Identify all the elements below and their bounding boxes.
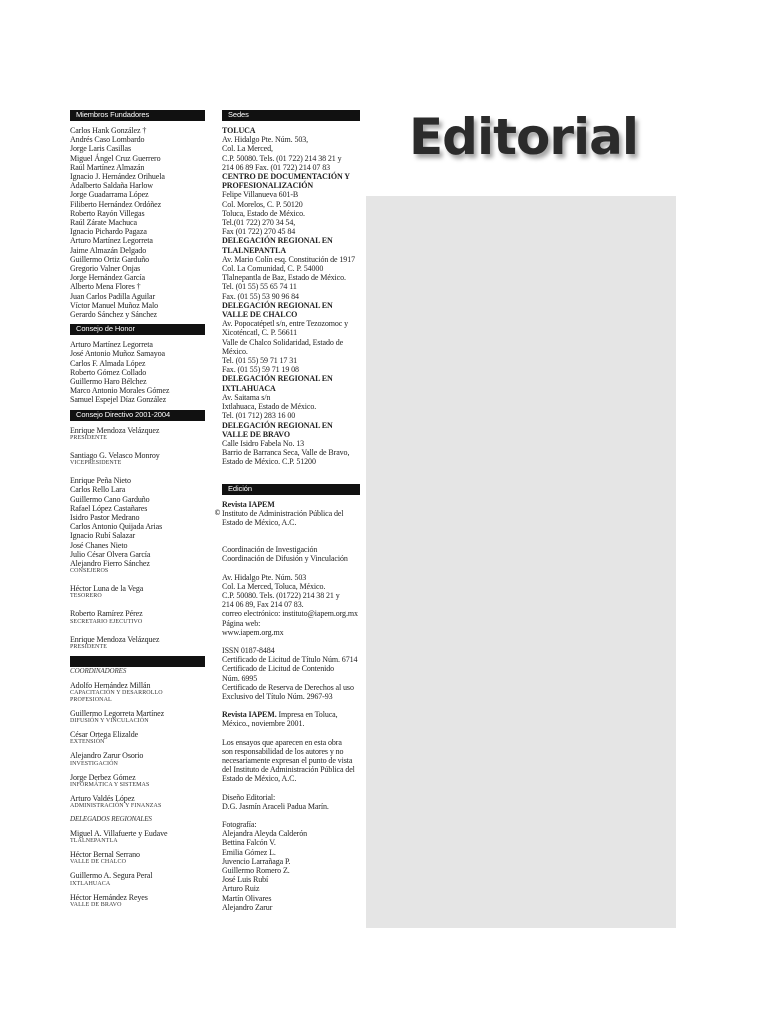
edicion-header: Edición: [222, 484, 360, 495]
consejo-honor-header: Consejo de Honor: [70, 324, 205, 335]
tesorero-name: Héctor Luna de la Vega: [70, 584, 144, 594]
list-item: Gregorio Valner Onjas: [70, 264, 141, 274]
middle-column: [214, 110, 360, 912]
sede-line: Av. Popocatépetl s/n, entre Tezozomoc y: [222, 319, 349, 329]
list-item: Ignacio Pichardo Pagaza: [70, 227, 147, 237]
impresa-rest: Impresa en Toluca,: [276, 710, 338, 720]
edicion-line: 214 06 89, Fax 214 07 83.: [222, 600, 304, 610]
fotografo: Juvencio Larrañaga P.: [222, 856, 291, 866]
edicion-line: Certificado de Licitud de Contenido: [222, 664, 335, 674]
sede-block: [222, 374, 360, 420]
delegado-role: IXTLAHUACA: [70, 880, 111, 887]
presidente-name: Enrique Mendoza Velázquez: [70, 425, 160, 435]
edicion-line: Exclusivo del Título Núm. 2967-93: [222, 691, 333, 701]
sede-line: Ixtlahuaca, Estado de México.: [222, 402, 317, 412]
sede-line: C.P. 50080. Tels. (01 722) 214 38 21 y: [222, 153, 342, 163]
coordinador-role: INFORMÁTICA Y SISTEMAS: [70, 781, 150, 788]
list-item: Carlos F. Almada López: [70, 358, 146, 368]
delegado-name: Héctor Hernández Reyes: [70, 892, 148, 902]
edicion-line: www.iapem.org.mx: [222, 627, 284, 637]
list-item: Alejandro Fierro Sánchez: [70, 558, 150, 568]
fotografo: Alejandra Aleyda Calderón: [222, 829, 308, 839]
secretario-name: Roberto Ramírez Pérez: [70, 609, 143, 619]
sede-line: Felipe Villanueva 601-B: [222, 190, 299, 200]
fotografo: Guillermo Romero Z.: [222, 866, 290, 876]
sede-title: VALLE DE CHALCO: [222, 310, 298, 320]
sede-title: PROFESIONALIZACIÓN: [222, 181, 314, 191]
edicion-line: Av. Hidalgo Pte. Núm. 503: [222, 572, 307, 582]
list-item: Ignacio J. Hernández Orihuela: [70, 172, 165, 182]
sede-title: VALLE DE BRAVO: [222, 429, 290, 439]
sede-line: Fax (01 722) 270 45 84: [222, 227, 296, 237]
list-item: Ignacio Rubí Salazar: [70, 531, 136, 541]
edicion-line: C.P. 50080. Tels. (01722) 214 38 21 y: [222, 590, 340, 600]
list-item: Miguel Ángel Cruz Guerrero: [70, 153, 161, 163]
delegado-name: Guillermo A. Segura Peral: [70, 871, 153, 881]
list-item: Enrique Peña Nieto: [70, 476, 131, 486]
list-item: Arturo Martínez Legorreta: [70, 236, 153, 246]
list-item: Jorge Guadarrama López: [70, 190, 149, 200]
edicion-line: Col. La Merced, Toluca, México.: [222, 581, 326, 591]
edicion-line: Coordinación de Difusión y Vinculación: [222, 554, 348, 564]
vicepresidente-name: Santiago G. Velasco Monroy: [70, 450, 160, 460]
edicion-line: Instituto de Administración Pública del: [222, 508, 344, 518]
edicion-line: son responsabilidad de los autores y no: [222, 746, 344, 756]
miembros-header: Miembros Fundadores: [70, 110, 205, 121]
list-item: Víctor Manuel Muñoz Malo: [70, 300, 159, 310]
edicion-line: correo electrónico: instituto@iapem.org.mx: [222, 609, 358, 619]
list-item: Guillermo Haro Bélchez: [70, 377, 147, 387]
coordinador-role: ADMINISTRACIÓN Y FINANZAS: [70, 802, 162, 809]
list-item: Roberto Gómez Collado: [70, 367, 147, 377]
sede-title: CENTRO DE DOCUMENTACIÓN Y: [222, 172, 350, 182]
sede-line: Toluca, Estado de México.: [222, 208, 305, 218]
sede-line: Tel. (01 55) 59 71 17 31: [222, 356, 298, 366]
delegado-role: VALLE DE CHALCO: [70, 859, 127, 866]
copyright-icon: ©: [214, 508, 221, 517]
sede-line: Av. Mario Colín esq. Constitución de 1917: [222, 254, 356, 264]
coordinador-role: INVESTIGACIÓN: [70, 760, 118, 767]
sede-line: Col. La Comunidad, C. P. 54000: [222, 264, 324, 274]
list-item: Arturo Martínez Legorreta: [70, 340, 153, 350]
sede-block: [222, 172, 360, 236]
list-item: Gerardo Sánchez y Sánchez: [70, 310, 158, 320]
coordinador-name: Alejandro Zarur Osorio: [70, 751, 144, 761]
coordinador-name: Guillermo Legorreta Martínez: [70, 708, 165, 718]
consejo-honor-list: [70, 340, 205, 404]
sede-block: [222, 126, 360, 172]
sede-line: Fax. (01 55) 59 71 19 08: [222, 365, 299, 375]
delegados-header: DELEGADOS REGIONALES: [70, 814, 152, 823]
list-item: Rafael López Castañares: [70, 503, 148, 513]
delegado-role: VALLE DE BRAVO: [70, 901, 122, 908]
edicion-line: Coordinación de Investigación: [222, 545, 318, 555]
list-item: Samuel Espejel Díaz González: [70, 395, 167, 405]
list-item: Carlos Antonio Quijada Arias: [70, 522, 163, 532]
sede-title: IXTLAHUACA: [222, 383, 276, 393]
coordinador-name: Arturo Valdés López: [70, 793, 135, 803]
list-item: Andrés Caso Lombardo: [70, 135, 145, 145]
list-item: Alberto Mena Flores †: [70, 282, 141, 292]
list-item: Jorge Laris Casillas: [70, 144, 131, 154]
list-item: Roberto Rayón Villegas: [70, 208, 145, 218]
fotografo: Martín Olivares: [222, 893, 272, 903]
presidente2-name: Enrique Mendoza Velázquez: [70, 634, 160, 644]
fotografo: Bettina Falcón V.: [222, 838, 276, 848]
coordinador-name: César Ortega Elizalde: [70, 730, 139, 740]
sede-line: 214 06 89 Fax. (01 722) 214 07 83: [222, 162, 331, 172]
sede-line: Av. Saitama s/n: [222, 392, 271, 402]
list-item: Julio César Olvera García: [70, 549, 151, 559]
list-item: Jorge Hernández García: [70, 273, 145, 283]
sede-line: Xicoténcatl, C. P. 56611: [222, 328, 298, 338]
list-item: Guillermo Cano Garduño: [70, 494, 150, 504]
edicion-line: necesariamente expresan el punto de vista: [222, 755, 353, 765]
edicion-line: Página web:: [222, 618, 261, 628]
vicepresidente-role: VICEPRESIDENTE: [70, 460, 122, 467]
edicion-line: Estado de México, A.C.: [222, 517, 297, 527]
edicion-line: México., noviembre 2001.: [222, 719, 305, 729]
list-item: Carlos Hank González †: [70, 126, 147, 135]
sede-block: [222, 421, 360, 467]
list-item: José Antonio Muñoz Samayoa: [70, 349, 165, 359]
divider-bar: [70, 656, 205, 667]
presidente2-role: PRESIDENTE: [70, 643, 107, 650]
sede-line: Col. Morelos, C. P. 50120: [222, 199, 303, 209]
delegado-role: TLALNEPANTLA: [70, 838, 118, 845]
sede-title: TLALNEPANTLA: [222, 245, 286, 255]
fotografo: Alejandro Zarur: [222, 902, 273, 912]
coordinadores-header: COORDINADORES: [70, 666, 127, 675]
sede-line: Calle Isidro Fabela No. 13: [222, 438, 305, 448]
sede-line: Col. La Merced,: [222, 144, 273, 154]
presidente-role: PRESIDENTE: [70, 434, 107, 441]
list-item: Jaime Almazán Delgado: [70, 245, 147, 255]
edicion-line: Certificado de Licitud de Título Núm. 6714: [222, 655, 358, 665]
sede-line: Tel. (01 55) 55 65 74 11: [222, 282, 297, 292]
sede-title: TOLUCA: [222, 126, 256, 135]
tesorero-role: TESORERO: [70, 593, 102, 600]
list-item: Marco Antonio Morales Gómez: [70, 386, 170, 396]
edicion-line: Núm. 6995: [222, 673, 258, 683]
sede-line: México.: [222, 346, 248, 356]
coordinador-name: Jorge Derbez Gómez: [70, 772, 136, 782]
edicion-line: D.G. Jasmín Araceli Padua Marín.: [222, 801, 329, 811]
list-item: Raúl Martínez Almazán: [70, 162, 145, 172]
list-item: Raúl Zárate Machuca: [70, 218, 137, 228]
sede-line: Valle de Chalco Solidaridad, Estado de: [222, 337, 344, 347]
edicion-line: ISSN 0187-8484: [222, 645, 275, 655]
list-item: Adalberto Saldaña Harlow: [70, 181, 153, 191]
delegado-name: Héctor Bernal Serrano: [70, 850, 140, 860]
editorial-title: Editorial: [409, 108, 639, 166]
sede-line: Tel.(01 722) 270 34 54,: [222, 218, 296, 228]
list-item: Filiberto Hernández Ordóñez: [70, 199, 162, 209]
list-item: Juan Carlos Padilla Aguilar: [70, 291, 156, 301]
coordinador-role: DIFUSIÓN Y VINCULACIÓN: [70, 718, 149, 725]
coordinador-name: Adolfo Hernández Millán: [70, 680, 151, 690]
list-item: José Chanes Nieto: [70, 540, 128, 550]
left-column: [70, 110, 205, 909]
revista-title: Revista IAPEM: [222, 499, 275, 509]
sedes-header: Sedes: [222, 110, 360, 121]
list-item: Carlos Rello Lara: [70, 485, 126, 495]
impresa-line: [222, 710, 360, 719]
fotografo: Arturo Ruiz: [222, 884, 260, 894]
edicion-line: Diseño Editorial:: [222, 792, 276, 802]
sede-block: [222, 236, 360, 300]
sede-line: Tlalnepantla de Baz, Estado de México.: [222, 273, 346, 283]
fotografo: José Luis Rubí: [222, 875, 269, 885]
coordinador-role: CAPACITACIÓN Y DESARROLLO PROFESIONAL: [70, 689, 163, 703]
edicion-line: Fotografía:: [222, 820, 257, 829]
impresa-bold: Revista IAPEM.: [222, 710, 277, 720]
sede-title: DELEGACIÓN REGIONAL EN: [222, 300, 333, 310]
consejeros-role: CONSEJEROS: [70, 568, 109, 575]
coordinador-role: EXTENSIÓN: [70, 739, 105, 746]
sede-line: Estado de México. C.P. 51200: [222, 457, 316, 467]
miembros-list: [70, 126, 205, 319]
sede-line: Tel. (01 712) 283 16 00: [222, 411, 296, 421]
edicion-line: del Instituto de Administración Pública del: [222, 765, 355, 775]
list-item: Isidro Pastor Medrano: [70, 512, 140, 522]
edicion-line: Los ensayos que aparecen en esta obra: [222, 737, 342, 747]
delegado-name: Miguel A. Villafuerte y Eudave: [70, 828, 168, 838]
edicion-line: Certificado de Reserva de Derechos al uso: [222, 682, 354, 692]
secretario-role: SECRETARIO EJECUTIVO: [70, 618, 143, 625]
list-item: Guillermo Ortiz Garduño: [70, 254, 150, 264]
sede-line: Fax. (01 55) 53 90 96 84: [222, 291, 299, 301]
edicion-line: Estado de México, A.C.: [222, 774, 297, 784]
consejo-directivo-header: Consejo Directivo 2001-2004: [70, 410, 205, 421]
sede-title: DELEGACIÓN REGIONAL EN: [222, 236, 333, 246]
fotografo: Emilia Gómez L.: [222, 847, 276, 857]
editorial-panel: [366, 196, 676, 928]
sede-title: DELEGACIÓN REGIONAL EN: [222, 374, 333, 384]
sede-line: Av. Hidalgo Pte. Núm. 503,: [222, 135, 309, 145]
sede-line: Barrio de Barranca Seca, Valle de Bravo,: [222, 448, 350, 458]
sede-block: [222, 301, 360, 375]
sede-title: DELEGACIÓN REGIONAL EN: [222, 420, 333, 430]
